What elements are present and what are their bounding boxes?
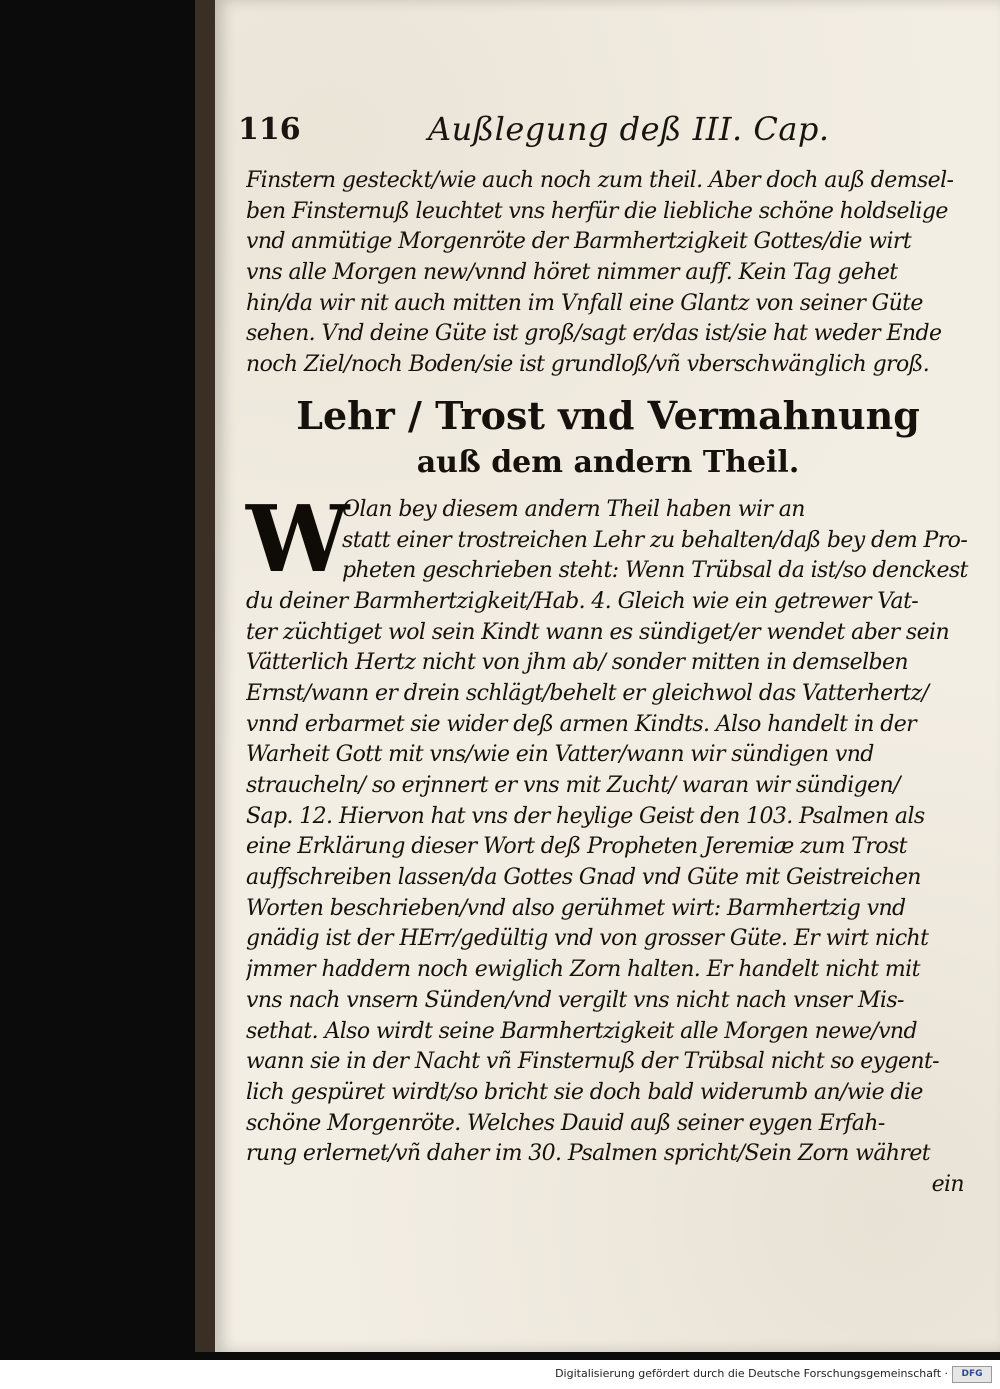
text-line: auffschreiben lassen/da Gottes Gnad vnd Güte mit Geistreichen bbox=[246, 865, 921, 891]
running-head-title: Außlegung deß III. Cap. bbox=[428, 110, 830, 148]
text-line: Worten beschrieben/vnd also gerühmet wirt: Barmhertzig vnd bbox=[246, 895, 906, 921]
catchword: ein bbox=[931, 1171, 964, 1197]
text-line: ter züchtiget wol sein Kindt wann es sündiget/er wendet aber sein bbox=[246, 619, 950, 645]
paragraph-1 bbox=[246, 166, 970, 381]
dfg-logo-icon: DFG bbox=[952, 1366, 992, 1383]
text-line: Olan bey diesem andern Theil haben wir an bbox=[342, 496, 805, 522]
funding-notice: Digitalisierung gefördert durch die Deutsche Forschungsgemeinschaft · bbox=[555, 1367, 948, 1380]
text-line: sehen. Vnd deine Güte ist groß/sagt er/das ist/sie hat weder Ende bbox=[246, 321, 942, 347]
footer-bar bbox=[0, 1360, 1000, 1389]
text-line: vnd anmütige Morgenröte der Barmhertzigkeit Gottes/die wirt bbox=[246, 229, 912, 255]
text-line: pheten geschrieben steht: Wenn Trübsal da ist/so denckest bbox=[342, 558, 968, 584]
text-line: Sap. 12. Hiervon hat vns der heylige Geist den 103. Psalmen als bbox=[246, 803, 925, 829]
paragraph-2 bbox=[246, 484, 970, 1201]
section-heading: Lehr / Trost vnd Vermahnung bbox=[296, 392, 920, 438]
page-edge bbox=[195, 0, 215, 1352]
running-head bbox=[238, 110, 838, 156]
text-line: jmmer haddern noch ewiglich Zorn halten. Er handelt nicht mit bbox=[246, 957, 920, 983]
text-line: du deiner Barmhertzigkeit/Hab. 4. Gleich wie ein getrewer Vat- bbox=[246, 588, 919, 614]
text-line: vns alle Morgen new/vnnd höret nimmer auff. Kein Tag gehet bbox=[246, 260, 898, 286]
drop-cap-initial: W bbox=[246, 484, 350, 593]
text-line: ben Finsternuß leuchtet vns herfür die liebliche schöne holdselige bbox=[246, 198, 948, 224]
text-line: rung erlernet/vñ daher im 30. Psalmen spricht/Sein Zorn währet bbox=[246, 1141, 930, 1167]
text-line: lich gespüret wirdt/so bricht sie doch bald widerumb an/wie die bbox=[246, 1079, 923, 1105]
text-line: straucheln/ so erjnnert er vns mit Zucht/ waran wir sündigen/ bbox=[246, 773, 900, 798]
text-line: gnädig ist der HErr/gedültig vnd von grosser Güte. Er wirt nicht bbox=[246, 926, 929, 952]
text-line: Warheit Gott mit vns/wie ein Vatter/wann wir sündigen vnd bbox=[246, 742, 874, 768]
text-line: statt einer trostreichen Lehr zu behalten/daß bey dem Pro- bbox=[342, 527, 968, 553]
text-line: vns nach vnsern Sünden/vnd vergilt vns nicht nach vnser Mis- bbox=[246, 987, 904, 1013]
text-line: noch Ziel/noch Boden/sie ist grundloß/vñ vberschwänglich groß. bbox=[246, 352, 930, 378]
text-line: vnnd erbarmet sie wider deß armen Kindts. Also handelt in der bbox=[246, 711, 917, 737]
section-subheading: auß dem andern Theil. bbox=[416, 444, 800, 480]
text-line: schöne Morgenröte. Welches Dauid auß seiner eygen Erfah- bbox=[246, 1110, 885, 1136]
text-line: Ernst/wann er drein schlägt/behelt er gleichwol das Vatterhertz/ bbox=[246, 680, 929, 706]
text-line: eine Erklärung dieser Wort deß Propheten Jeremiæ zum Trost bbox=[246, 834, 907, 860]
text-line: hin/da wir nit auch mitten im Vnfall eine Glantz von seiner Güte bbox=[246, 290, 923, 316]
text-line: sethat. Also wirdt seine Barmhertzigkeit alle Morgen newe/vnd bbox=[246, 1018, 917, 1044]
page-number: 116 bbox=[238, 112, 301, 147]
text-line: Vätterlich Hertz nicht von jhm ab/ sonder mitten in demselben bbox=[246, 650, 908, 676]
text-block bbox=[246, 166, 970, 1201]
text-line: Finstern gesteckt/wie auch noch zum theil. Aber doch auß demsel- bbox=[246, 168, 954, 193]
text-line: wann sie in der Nacht vñ Finsternuß der Trübsal nicht so eygent- bbox=[246, 1049, 940, 1075]
